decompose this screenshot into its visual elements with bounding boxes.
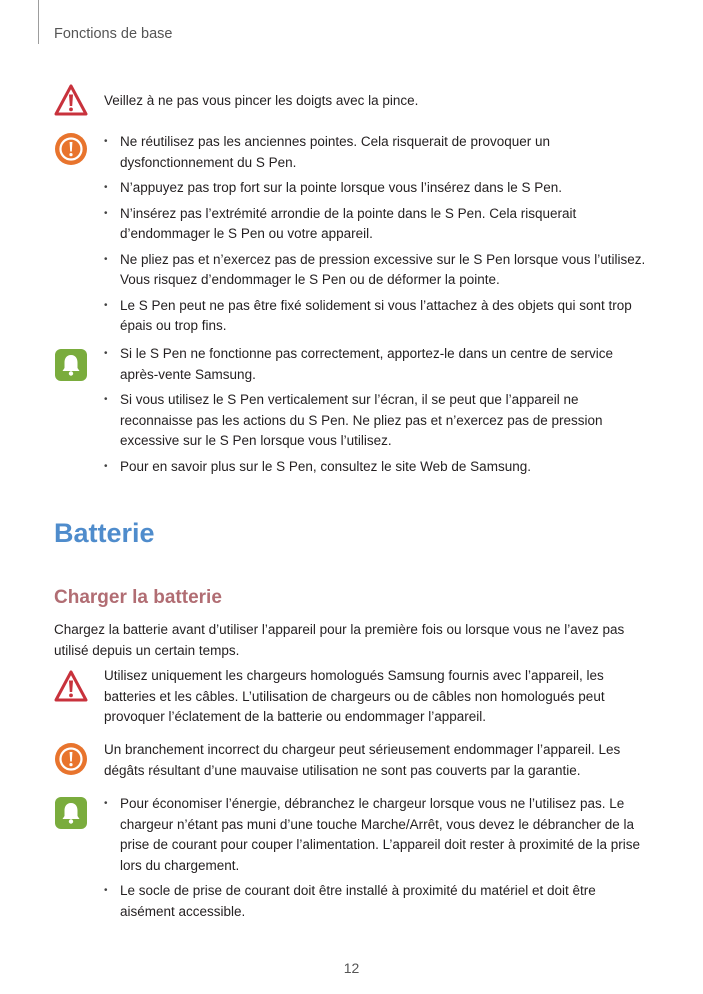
warning-block-chargers <box>54 666 651 728</box>
warning-block-pinch <box>54 84 651 112</box>
caution-exclamation-icon <box>54 132 88 166</box>
page-header: Fonctions de base <box>54 26 173 42</box>
list-item: • Pour économiser l’énergie, débranchez le chargeur lorsque vous ne l’utilisez pas. Le chargeur n’étant pas muni d’une touche Marche/Arrêt, vous devez le débrancher de la prise de courant pour couper l’alimentation. L’appareil doit rester à proximité de la prise lors du chargement. <box>104 794 651 876</box>
warning-triangle-icon <box>54 84 88 118</box>
caution-block-charger <box>54 740 651 781</box>
warning-text: Veillez à ne pas vous pincer les doigts avec la pince. <box>104 93 419 108</box>
header-divider <box>38 0 39 44</box>
note-bell-icon <box>54 348 88 382</box>
caution-text: Un branchement incorrect du chargeur peut sérieusement endommager l’appareil. Les dégâts résultant d’une mauvaise utilisation ne sont pas couverts par la garantie. <box>104 742 621 778</box>
intro-paragraph: Chargez la batterie avant d’utiliser l’appareil pour la première fois ou lorsque vous ne l’avez pas utilisé depuis un certain temps. <box>54 622 625 658</box>
list-item: • N’appuyez pas trop fort sur la pointe lorsque vous l’insérez dans le S Pen. <box>104 178 651 199</box>
list-item: • Pour en savoir plus sur le S Pen, consultez le site Web de Samsung. <box>104 457 651 478</box>
caution-exclamation-icon <box>54 742 88 776</box>
note-bell-icon <box>54 796 88 830</box>
note-block-charger <box>54 794 651 922</box>
list-item: • Le S Pen peut ne pas être fixé solidement si vous l’attachez à des objets qui sont trop épais ou trop fins. <box>104 296 651 337</box>
page-number: 12 <box>343 960 360 976</box>
warning-triangle-icon <box>54 670 88 704</box>
subsection-title: Charger la batterie <box>54 587 222 608</box>
list-item: • Ne pliez pas et n’exercez pas de pression excessive sur le S Pen lorsque vous l’utilisez. Vous risquez d’endommager le S Pen ou de déformer la pointe. <box>104 250 651 291</box>
list-item: • Le socle de prise de courant doit être installé à proximité du matériel et doit être aisément accessible. <box>104 881 651 922</box>
list-item: • Ne réutilisez pas les anciennes pointes. Cela risquerait de provoquer un dysfonctionnement du S Pen. <box>104 132 651 173</box>
list-item: • Si vous utilisez le S Pen verticalement sur l’écran, il se peut que l’appareil ne reconnaisse pas les actions du S Pen. Ne pliez pas et n’exercez pas de pression excessive sur le S Pen lorsque vous l’utilisez. <box>104 390 651 452</box>
section-title: Batterie <box>54 518 155 548</box>
note-block-spen <box>54 344 651 477</box>
warning-text: Utilisez uniquement les chargeurs homologués Samsung fournis avec l’appareil, les batteries et les câbles. L’utilisation de chargeurs ou de câbles non homologués peut provoquer l’éclatement de la batterie ou endommager l’appareil. <box>104 668 605 724</box>
list-item: • Si le S Pen ne fonctionne pas correctement, apportez-le dans un centre de service après-vente Samsung. <box>104 344 651 385</box>
caution-block-spen <box>54 132 651 337</box>
list-item: • N’insérez pas l’extrémité arrondie de la pointe dans le S Pen. Cela risquerait d’endommager le S Pen ou votre appareil. <box>104 204 651 245</box>
